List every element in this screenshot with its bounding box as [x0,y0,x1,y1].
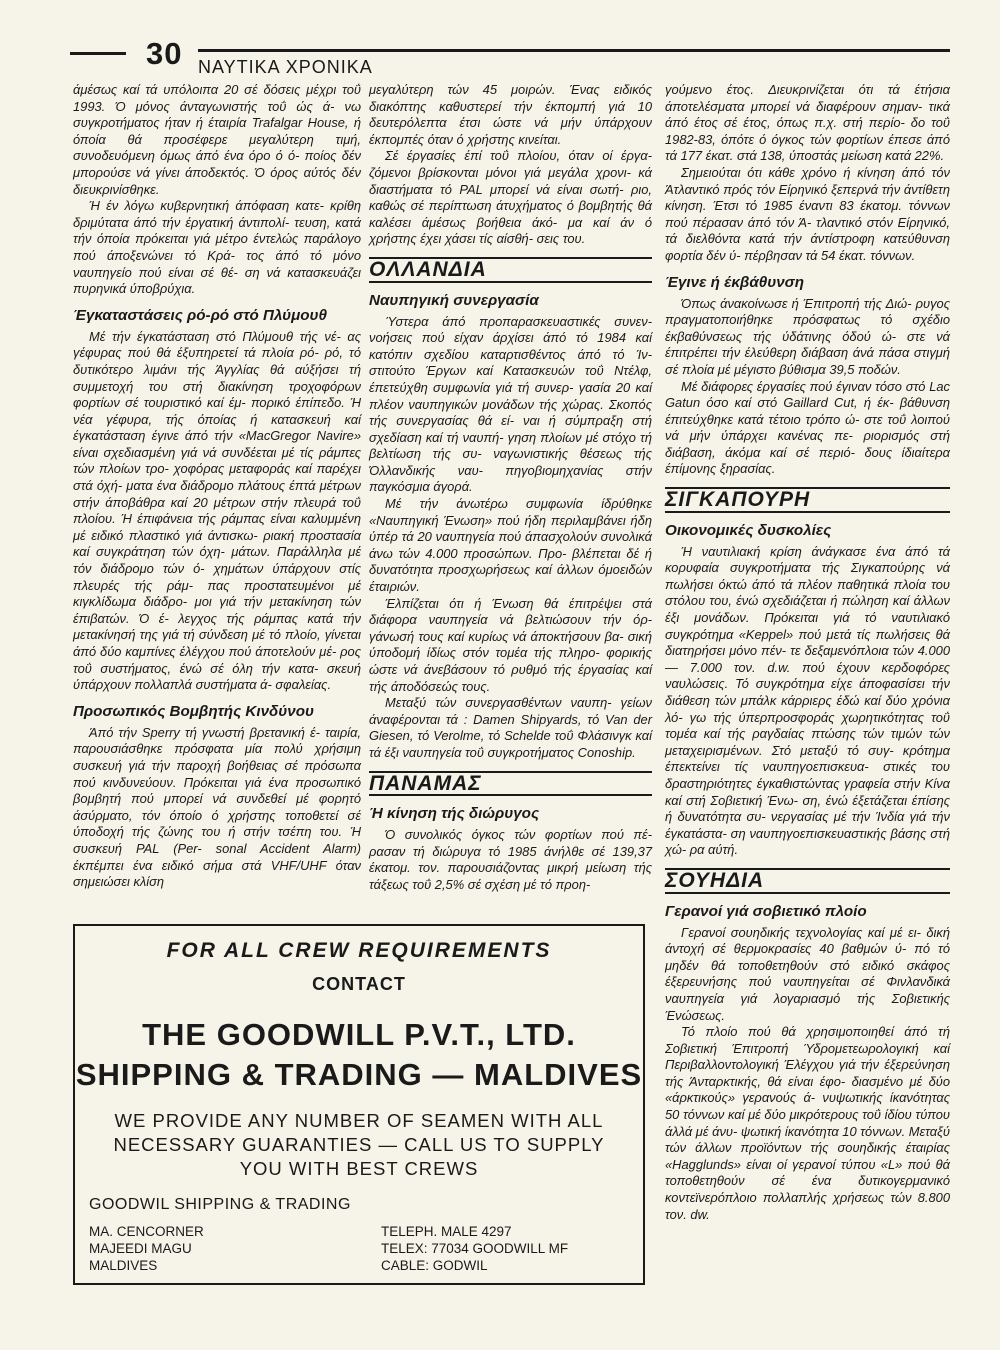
article-paragraph: Έλπίζεται ότι ή Ένωση θά έπιτρέψει στά διάφορα ναυπηγεία νά βελτιώσουν τήν όρ- γάνωσή τους καί κυρίως νά άποκτήσουν βα- σική ύποδομή ίδίως στόν τομέα τής πληρο- φορικής ώστε νά άνεβάσουν τό ρυθμό τής έργασίας καί τής άποδόσεώς τους. [369,595,652,694]
article-continuation: μεγαλύτερη τών 45 μοιρών. Ένας ειδικός διακόπτης καθυστερεί τήν έκπομπή γιά 10 δευτερόλεπτα έτσι ώστε νά μήν ύπάρχουν έκπομπές όταν ό χρήστης κινείται. [369,82,652,147]
ad-contact: CONTACT [312,974,406,994]
heading-shipbuilding-cooperation: Ναυπηγική συνεργασία [369,291,539,309]
article-paragraph: Μέ τήν άνωτέρω συμφωνία ίδρύθηκε «Ναυπηγική Ένωση» πού ήδη περιλαμβάνει ήδη ύπέρ τά 20 ναυπηγεία πού άπασχολούν συνολικά άνω τών 4.000 προσώπων. Προ- βλέπεται δέ ή δυνατότητα προσχωρήσεως καί άλλων όμοειδών έταιριών. [369,496,652,595]
heading-dredging: Έγινε ή έκβάθυνση [665,273,805,291]
heading-economic-difficulties: Οικονομικές δυσκολίες [665,521,832,539]
article-paragraph: Μέ διάφορες έργασίες πού έγιναν τόσο στό Lac Gatun όσο καί στό Gaillard Cut, ή έκ- βάθυνση έπιτεύχθηκε κατά τέτοιο τρόπο ώ- στε τοΰ λοιπού νά μήν ύπάρχει κανένας πε- ριορισμός στή διάβαση, άκόμα καί σέ περιό- δους ίδιαίτερα έπίμονης ξηρασίας. [665,378,950,477]
section-sweden: ΣΟΥΗΔΙΑ [665,868,950,894]
header-rule-left [70,52,126,55]
column-1 [73,82,361,891]
ad-telex: TELEX: 77034 GOODWILL MF [381,1241,569,1256]
ad-address [89,1223,204,1274]
ad-company-footer: GOODWIL SHIPPING & TRADING [89,1196,351,1213]
article-paragraph: Τό πλοίο πού θά χρησιμοποιηθεί άπό τή Σοβιετική Έπιτροπή Ύδρομετεωρολογική καί Περιβαλλοντολογική Έλέγχου γιά τήν έξερεύνηση τής Άνταρκτικής, θά είναι έφο- διασμένο μέ δύο «άρκτικούς» γερανούς ά- νυψωτικής ίκανότητας 50 τόννων καί μέ δύο μικρότερους τοΰ ίδίου τύπου άλλά μέ άνυ- ψωτική ίκανότητα 10 τόννων. Μεταξύ τών άλλων προϊόντων τής σουηδικής έταιρίας «Hagglunds» είναι οί γερανοί τύπου «L» πού θά τοποθετηθούν σέ ένα δυτικογερμανικό κοντεϊνερόπλοιο πολλαπλής χρήσεως τών 8.800 τον. dw. [665,1024,950,1222]
ad-company-subtitle: SHIPPING & TRADING — MALDIVES [75,1057,643,1092]
article-paragraph: Άπό τήν Sperry τή γνωστή βρετανική έ- ταιρία, παρουσιάσθηκε πρόσφατα μία πολύ χρήσιμη συσκευή γιά τήν παροχή βοήθειας σέ πρόσωπα πού κινδυνεύουν. Πρόκειται γιά ένα προσωπικό βομβητή πού μπορεί νά συνδεθεί μέ φορητό άσύρματο, τόν όποίο ό χρήστης τοποθετεί σέ ύποδοχή τής ζώνης του ή στήν τσέπη του. Ή συσκευή PAL (Per- sonal Accident Alarm) έκπέμπει ένα ειδικό σήμα στά VHF/UHF όταν σημειώσει κλίση [73,724,361,890]
article-paragraph: Ή έν λόγω κυβερνητική άπόφαση κατε- κρίθη δριμύτατα άπό τήν έργατική άντιπολί- τευση, κατά τήν όποία πρόκειται γιά μέτρο έντελώς παράλογο πού άποξενώνει τό Κρά- τος άπό τό μόνο ναυπηγείο πού είναι σέ θέ- ση νά κατασκευάζει πυρηνικά ύποβρύχια. [73,198,361,297]
ad-contact-numbers [381,1223,568,1274]
heading-cranes-soviet-ship: Γερανοί γιά σοβιετικό πλοίο [665,902,867,920]
article-paragraph: Μέ τήν έγκατάσταση στό Πλύμουθ τής νέ- ας γέφυρας πού θά έξυπηρετεί τά πλοία ρό- ρό, τό δυτικότερο λιμάνι τής Άγγλίας θά αύξήσει τή συμμετοχή του στή διακίνηση τροχοφόρων φορτίων σέ τουριστικό καί έμ- πορικό έπίπεδο. Ή νέα γέφυρα, τής όποίας ή κατασκευή καί έγκατάσταση έγινε άπό τήν «MacGregor Navire» είναι σχεδιασμένη γιά νά συνδέεται μέ τίς ράμπες τών πλοίων τρο- χοφόρας μεταφοράς καί παρέχει στά όχή- ματα ένα διάδρομο πλάτους έπτά μέτρων στήν άποβάθρα καί 20 μέτρων στήν πλευρά τοΰ πλοίου. Ή έπιφάνεια τής ράμπας είναι καλυμμένη μέ ειδικό πλαστικό γιά άντισκω- ριακή προστασία καί συγκράτηση τών όχη- μάτων. Παράλληλα μέ τόν διάδρομο τών ό- χημάτων ύπάρχουν στίς πλευρές τής ράμ- πας προστατευμένοι μέ κιγκλίδωμα διάδρο- μοι γιά τήν μετακίνηση τών έπιβατών. Ό έ- λεγχος τής ράμπας κατά τήν μετακίνησή της γιά τή σύνδεση μέ τό πλοίο, γίνεται άπό δύο καμπίνες έλέγχου πού άποτελούν μέ- ρος τοΰ συστήματος, ένώ σέ όλη τήν κατα- σκευή ύπάρχουν πολλαπλά συστήματα ά- σφαλείας. [73,328,361,693]
advertisement-box [73,924,645,1285]
ad-body-text: WE PROVIDE ANY NUMBER OF SEAMEN WITH ALL NECESSARY GUARANTIES — CALL US TO SUPPLY YOU WITH BEST CREWS [113,1110,605,1179]
article-continuation: γούμενο έτος. Διευκρινίζεται ότι τά έτήσια άποτελέσματα μπορεί νά διαφέρουν σημαν- τικά άπό έτος σέ έτος, όπως π.χ. στή περίο- δο τοΰ 1982-83, όπότε ό όγκος τών φορτίων έπεσε άπό τά 177 έκατ. στά 138, ύποστάς μείωση κατά 22%. [665,82,950,164]
magazine-title: ΝΑΥΤΙΚΑ ΧΡΟΝΙΚΑ [198,57,373,77]
article-paragraph: Όπως άνακοίνωσε ή Έπιτροπή τής Διώ- ρυγος πραγματοποιήθηκε πρόσφατως τό σχέδιο έκβαθύνσεως τής ύδάτινης όδού ώ- στε νά έπιτρέπει τήν έλεύθερη διάβαση άνά πάσα στιγμή σέ πλοία μέ μέγιστο βύθισμα 39,5 ποδών. [665,295,950,377]
ad-headline: FOR ALL CREW REQUIREMENTS [166,939,552,962]
heading-personal-alarm: Προσωπικός Βομβητής Κινδύνου [73,702,314,720]
article-paragraph: Γερανοί σουηδικής τεχνολογίας καί μέ ει- δική άντοχή σέ θερμοκρασίες 40 βαθμών ύ- πό τό μηδέν θά τοποθετηθούν στό ειδικό σκάφος έξερευνήσης πού ναυπηγείται σέ Φινλανδικά ναυπηγεία γιά λογαριασμό τής Σοβιετικής Ένώσεως. [665,924,950,1023]
ad-company-name: THE GOODWILL P.V.T., LTD. [142,1017,576,1052]
article-paragraph: Ή ναυτιλιακή κρίση άνάγκασε ένα άπό τά κορυφαία συγκροτήματα τής Σιγκαπούρης νά πωλήσει όκτώ άπό τά πλέον παθητικά πλοία του στόλου του, ένώ σχεδιάζεται ή πώληση καί άλλων έξι μονάδων. Πρόκειται γιά τό ναυτιλιακό συγκρότημα «Keppel» πού μετά τίς πωλήσεις θά διατηρήσει μόνο πέν- τε δεξαμενόπλοια τών 4.000 — 7.000 τον. d.w. πού έχουν κερδοφόρες ναυλώσεις. Τό συγκρότημα είχε άποφασίσει τήν διάθεση τών μπάλκ κάρριερς έδώ καί δύο χρόνια λό- γω τής ύπερπροσφοράς χωρητικότητας τοΰ τομέα καί τής ραγδαίας πτώσης τών τιμών τών μεταχειρισμένων. Στό μεταξύ τό συγ- κρότημα έπεκτείνει τίς ναυπηγοεπισκευα- στικές του δραστηριότητες έγκαθιστώντας γραφεία στήν Κίνα καί στή Σοβιετική Ένω- ση, ένώ έξετάζεται έπίσης ή δυνατότητα συ- νεργασίας μέ τήν Ίνδία γιά τήν έγκατάστα- ση ναυπηγοεπισκευαστικής βάσης στή χώ- ρα αύτή. [665,543,950,858]
ad-cable: CABLE: GODWIL [381,1258,488,1273]
heading-roro-plymouth: Έγκαταστάσεις ρό-ρό στό Πλύμουθ [73,306,327,324]
article-paragraph: Σημειούται ότι κάθε χρόνο ή κίνηση άπό τόν Άτλαντικό πρός τόν Είρηνικό ξεπερνά τήν άντίθετη κίνηση. Έτσι τό 1985 έναντι 83 έκατομ. τόννων πού πέρασαν άπό τόν Ά- τλαντικό στόν Είρηνικό, τά διελθόντα κατά τήν άντίστροφη κατεύθυνση φορτία δέν ύ- πέρβησαν τά 54 έκατ. τόννων. [665,164,950,263]
article-paragraph: Ό συνολικός όγκος τών φορτίων πού πέ- ρασαν τή διώρυγα τό 1985 άνήλθε σέ 139,37 έκατομ. τον. παρουσιάζοντας μικρή μείωση τής τάξεως τοΰ 2,5% σέ σχέση μέ τό προη- [369,827,652,892]
section-panama: ΠΑΝΑΜΑΣ [369,771,652,797]
article-paragraph: Σέ έργασίες έπί τοΰ πλοίου, όταν οί έργα- ζόμενοι βρίσκονται μόνοι γιά μεγάλα χρονι- κά διαστήματα τό PAL μπορεί νά είναι σωτή- ριο, καθώς σέ περίπτωση άτυχήματος ό βομβητής θά καλέσει άμέσως βοήθεια άκό- μα καί άν ό χρήστης έχει χάσει τίς αίσθή- σεις του. [369,148,652,247]
heading-canal-traffic: Ή κίνηση τής διώρυγος [369,805,540,823]
article-continuation: άμέσως καί τά υπόλοιπα 20 σέ δόσεις μέχρι τοΰ 1993. Ό μόνος άνταγωνιστής τοΰ ώς ά- νω συγκροτήματος ήταν ή έταιρία Trafalgar House, ή όποία θά προσέφερε μεγαλύτερη τιμή, συνοδευόμενη όμως άπό ένα όρο ό ό- ποίος δέν μπορούσε νά γίνει άποδεκτός. Ό όρος αύτός δέν διευκρινίσθηκε. [73,82,361,197]
column-3 [665,82,950,1223]
ad-telephone: TELEPH. MALE 4297 [381,1224,512,1239]
article-paragraph: Μεταξύ τών συνεργασθέντων ναυπη- γείων άναφέρονται τά : Damen Shipyards, τό Van der Giesen, τό Verolme, τό Schelde τοΰ Φλάσινγκ καί τά έξι ναυπηγεία τοΰ συγκροτήματος Conoship. [369,695,652,760]
column-2 [369,82,652,894]
section-singapore: ΣΙΓΚΑΠΟΥΡΗ [665,487,950,513]
section-holland: ΟΛΛΑΝΔΙΑ [369,257,652,283]
article-paragraph: Ύστερα άπό προπαρασκευαστικές συνεν- νοήσεις πού είχαν άρχίσει άπό τό 1984 καί κατόπιν σχεδίου καταρτισθέντος άπό τό Ίν- στιτούτο Έργων καί Κατασκευών τοΰ Ντέλφ, έπετεύχθη συμφωνία γιά τή συνερ- γασία 20 καί πλέον ναυπηγικών μονάδων τής χώρας. Σκοπός τής συνεργασίας θά εί- ναι ή σύμπραξη στή σχεδίαση καί τή ναυπή- γηση πλοίων μέ στόχο τή βελτίωση τής συ- ναγωνιστικής θέσεως τής Όλλανδικής ναυ- πηγοβιομηχανίας στήν παγκόσμια άγορά. [369,313,652,495]
page-number: 30 [146,36,183,71]
page-header [70,36,950,82]
ad-address-line: MALDIVES [89,1258,158,1273]
ad-address-line: MA. CENCORNER [89,1224,204,1239]
ad-address-line: MAJEEDI MAGU [89,1241,192,1256]
header-rule-right [198,49,950,52]
